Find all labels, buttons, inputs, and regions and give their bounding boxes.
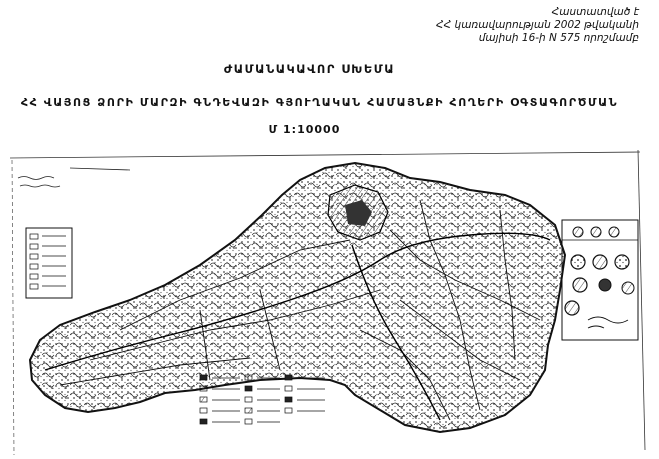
map-subtitle: ՀՀ ՎԱՅՈՑ ՁՈՐԻ ՄԱՐԶԻ ԳՆԴԵՎԱԶԻ ԳՅՈՒՂԱԿԱՆ ՀԱՄԱՅՆՔԻ ՀՈՂԵՐԻ ՕԳՏԱԳՈՐԾՄԱՆ <box>20 96 619 109</box>
approval-line-1: Հաստատված է <box>551 6 639 18</box>
map-title: ԺԱՄԱՆԱԿԱՎՈՐ ՍԽԵՄԱ <box>223 62 396 76</box>
corner-notes <box>18 168 130 187</box>
approval-line-3: մայիսի 16-ի N 575 որոշմամբ <box>478 32 639 44</box>
approval-line-2: ՀՀ կառավարության 2002 թվականի <box>436 19 639 31</box>
right-inset-panel <box>562 220 638 340</box>
map-scale: Մ 1:10000 <box>268 123 341 136</box>
left-legend <box>26 228 72 298</box>
